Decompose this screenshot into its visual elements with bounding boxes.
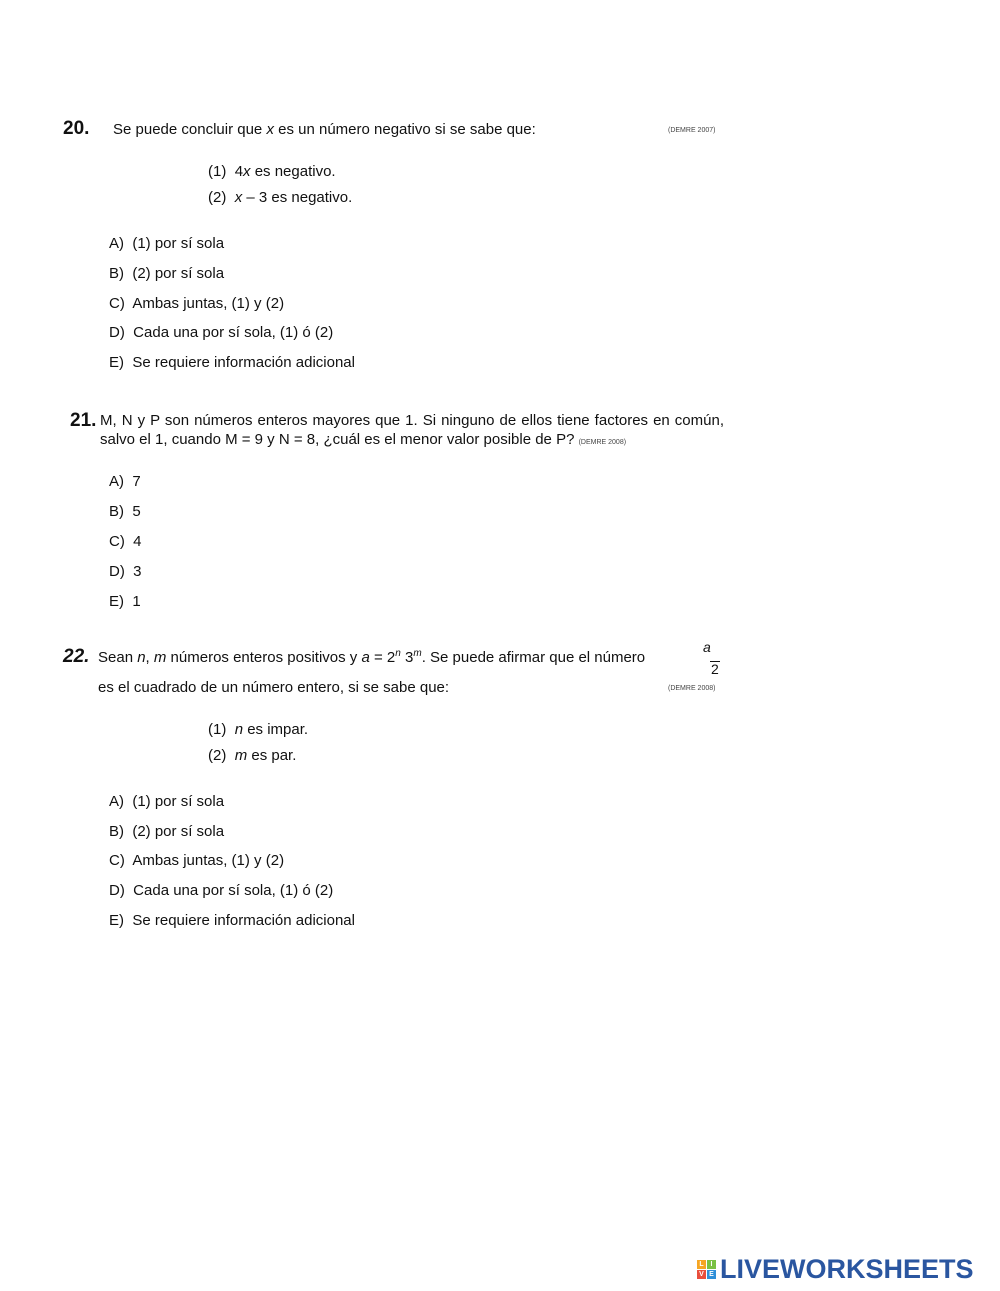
question-number: 22. [63, 646, 90, 667]
condition-2 [208, 747, 296, 764]
source-note: (DEMRE 2007) [668, 127, 716, 134]
condition-2 [208, 189, 352, 206]
exponent: m [413, 648, 422, 659]
option-text: Cada una por sí sola, (1) ó (2) [133, 324, 334, 341]
variable: x [266, 121, 274, 138]
option-c[interactable] [109, 852, 284, 869]
text-part: números enteros positivos y [166, 649, 362, 666]
option-letter: A) [109, 235, 124, 252]
variable: n [137, 649, 146, 666]
logo-tile: L [697, 1260, 706, 1269]
question-number: 20. [63, 118, 90, 139]
option-b[interactable] [109, 823, 224, 840]
question-text [113, 121, 536, 138]
option-e[interactable] [109, 593, 141, 610]
option-d[interactable] [109, 324, 333, 341]
option-text: Se requiere información adicional [132, 354, 355, 371]
option-text: (2) por sí sola [132, 823, 225, 840]
option-text: Cada una por sí sola, (1) ó (2) [133, 882, 334, 899]
variable: x [234, 189, 243, 206]
option-c[interactable] [109, 295, 284, 312]
variable: a [361, 649, 370, 666]
option-text: 7 [132, 473, 141, 490]
fraction-numerator: a [703, 639, 711, 655]
option-text: 3 [133, 563, 142, 580]
option-letter: D) [109, 324, 125, 341]
option-text: (1) por sí sola [132, 793, 225, 810]
text-part: 3 [400, 649, 414, 666]
text-part: Sean [98, 649, 138, 666]
liveworksheets-logo[interactable] [697, 1252, 974, 1286]
option-text: Se requiere información adicional [132, 912, 355, 929]
option-letter: D) [109, 882, 125, 899]
logo-tiles-icon [697, 1260, 716, 1279]
text-part: Se puede concluir que [113, 121, 267, 138]
option-letter: A) [109, 793, 124, 810]
variable: n [234, 721, 244, 738]
option-a[interactable] [109, 473, 141, 490]
question-text-line2: es el cuadrado de un número entero, si se sabe que: [98, 679, 450, 696]
option-letter: E) [109, 912, 124, 929]
condition-label: (2) [208, 747, 227, 764]
option-text: Ambas juntas, (1) y (2) [132, 852, 285, 869]
text-part: = 2 [369, 649, 396, 666]
text-part: es impar. [243, 721, 309, 738]
option-letter: E) [109, 593, 124, 610]
option-e[interactable] [109, 354, 355, 371]
condition-label: (1) [208, 721, 227, 738]
option-letter: A) [109, 473, 124, 490]
logo-tile: E [707, 1270, 716, 1279]
question-text [98, 649, 645, 666]
condition-1 [208, 163, 336, 180]
option-a[interactable] [109, 235, 224, 252]
condition-label: (1) [208, 163, 227, 180]
text-part: . Se puede afirmar que el número [421, 649, 646, 666]
text-part: 4 [234, 163, 244, 180]
option-letter: B) [109, 265, 124, 282]
option-letter: E) [109, 354, 124, 371]
text-part: es negativo. [250, 163, 336, 180]
option-text: 1 [132, 593, 141, 610]
option-letter: B) [109, 503, 124, 520]
option-letter: C) [109, 533, 125, 550]
question-text [100, 411, 724, 452]
question-number: 21. [70, 410, 97, 431]
option-c[interactable] [109, 533, 142, 550]
variable: m [234, 747, 248, 764]
logo-tile: V [697, 1270, 706, 1279]
source-note: (DEMRE 2008) [578, 439, 627, 446]
variable: x [243, 163, 251, 180]
text-part: es un número negativo si se sabe que: [273, 121, 536, 138]
option-text: 4 [133, 533, 142, 550]
option-letter: C) [109, 295, 125, 312]
exponent: n [395, 648, 401, 659]
option-d[interactable] [109, 563, 142, 580]
option-letter: D) [109, 563, 125, 580]
option-text: (2) por sí sola [132, 265, 225, 282]
option-b[interactable] [109, 503, 141, 520]
question-body: M, N y P son números enteros mayores que 1. Si ninguno de ellos tiene factores en común, salvo el 1, cuando M = 9 y N = 8, ¿cuál es el menor valor posible de P? [100, 412, 724, 448]
option-text: 5 [132, 503, 141, 520]
text-part: , [145, 649, 154, 666]
condition-label: (2) [208, 189, 227, 206]
option-d[interactable] [109, 882, 333, 899]
option-text: (1) por sí sola [132, 235, 225, 252]
variable: m [153, 649, 167, 666]
option-a[interactable] [109, 793, 224, 810]
text-part: – 3 es negativo. [242, 189, 353, 206]
fraction-denominator: 2 [711, 661, 719, 677]
logo-text: LIVEWORKSHEETS [720, 1253, 974, 1284]
option-letter: C) [109, 852, 125, 869]
option-b[interactable] [109, 265, 224, 282]
option-text: Ambas juntas, (1) y (2) [132, 295, 285, 312]
option-e[interactable] [109, 912, 355, 929]
source-note: (DEMRE 2008) [668, 685, 716, 692]
text-part: es par. [247, 747, 297, 764]
condition-1 [208, 721, 308, 738]
logo-tile: I [707, 1260, 716, 1269]
option-letter: B) [109, 823, 124, 840]
